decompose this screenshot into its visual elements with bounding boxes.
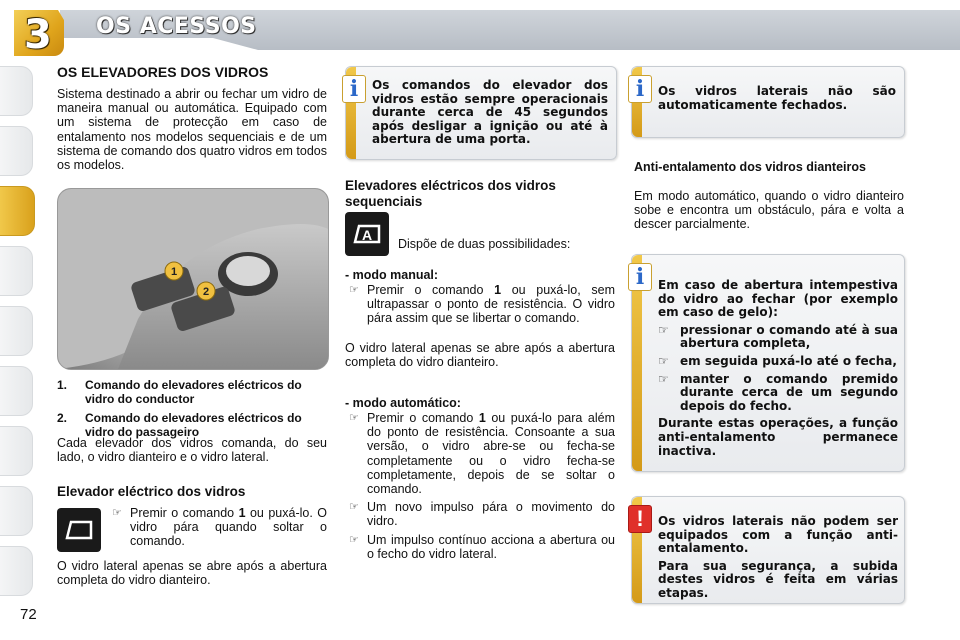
auto-mode-title: - modo automático: [345,396,461,410]
side-tab[interactable] [0,306,33,356]
warning-icon: ! [628,505,652,533]
info-box-text: Os vidros laterais não são automaticamente fechados. [658,84,896,112]
electric-paragraph: O vidro lateral apenas se abre após a abertura completa do vidro dianteiro. [57,559,327,588]
step-item: ☞ pressionar o comando até à sua abertura completa, [658,322,898,351]
info-icon: i [628,75,652,103]
step-item: ☞ Um impulso contínuo acciona a abertura ou o fecho do vidro lateral. [349,532,615,561]
legend-text: Comando do elevadores eléctricos do vidro do conductor [85,378,302,406]
intro-paragraph: Sistema destinado a abrir ou fechar um vidro de maneira manual ou automática. Equipado com um sistema de protecção em caso de entalamento nos modelos sequenciais e de um sistema de comando dos quatro vidros em todos os modelos. [57,87,327,173]
side-tab[interactable] [0,246,33,296]
subsection-title: Anti-entalamento dos vidros dianteiros [634,160,866,174]
sequential-window-icon [345,212,389,256]
side-tab[interactable] [0,126,33,176]
window-switch-illustration [58,189,328,369]
manual-steps [345,283,615,330]
warning-box [631,496,905,604]
auto-steps [345,411,615,565]
page-title: OS ACESSOS [96,14,257,39]
anti-pinch-paragraph: Em modo automático, quando o vidro dianteiro sobe e encontra um obstáculo, pára e volta a descer parcialmente. [634,189,904,232]
legend-item [57,411,329,439]
svg-text:A: A [361,227,373,243]
window-switch-icon [57,508,101,552]
sequential-intro: Dispõe de duas possibilidades: [398,237,571,251]
procedure-steps [658,324,898,414]
manual-paragraph: O vidro lateral apenas se abre após a abertura completa do vidro dianteiro. [345,341,615,370]
info-box-lateral [631,66,905,138]
side-tab[interactable] [0,66,33,116]
side-tab[interactable] [0,366,33,416]
legend-list [57,378,329,444]
legend-paragraph: Cada elevador dos vidros comanda, do seu lado, o vidro dianteiro e o vidro lateral. [57,436,327,465]
subsection-title: Elevadores eléctricos dos vidros sequenciais [345,178,556,209]
side-tab[interactable] [0,486,33,536]
side-tab[interactable] [0,426,33,476]
chapter-number: 3 [24,12,52,58]
hand-pointer-icon: ☞ [349,284,359,296]
hand-pointer-icon: ☞ [112,507,122,519]
hand-pointer-icon: ☞ [349,501,359,514]
info-box-procedure [631,254,905,472]
hand-pointer-icon: ☞ [658,353,669,368]
page-number: 72 [20,606,37,623]
step-item: ☞ Premir o comando 1 ou puxá-lo, sem ultrapassar o ponto de resistência. O vidro pára assim que se libertar o comando. [349,283,615,326]
electric-steps [108,506,327,553]
legend-item [57,378,329,406]
hand-pointer-icon: ☞ [349,412,359,424]
subsection-title: Elevador eléctrico dos vidros [57,484,246,499]
section-title: OS ELEVADORES DOS VIDROS [57,64,269,80]
warning-text: Os vidros laterais não podem ser equipados com a função anti-entalamento. Para sua segurança, a subida destes vidros é feita em várias etapas. [658,514,898,600]
step-item: ☞ manter o comando premido durante cerca de um segundo depois do fecho. [658,371,898,413]
window-switch-photo [57,188,329,370]
photo-label-1: 1 [170,266,178,278]
side-tab[interactable] [0,546,33,596]
info-icon: i [628,263,652,291]
legend-number: 2. [57,411,68,425]
info-box-text: Em caso de abertura intempestiva do vidro ao fechar (por exemplo em caso de gelo): ☞ pressionar o comando até à sua abertura completa, ☞ em seguida puxá-lo até o fecha, ☞ manter o comando premido durante cerca de um segundo depois do fecho. Durante estas operações, a função anti-entalamento permanece inactiva. [658,278,898,458]
step-item: ☞ Premir o comando 1 ou puxá-lo para além do ponto de resistência. Consoante a sua versão, o vidro abre-se ou fecha-se completamente ou o vidro fecha-se completamente, depois de se soltar o comando. [349,411,615,497]
step-item: ☞ em seguida puxá-lo até o fecha, [658,353,897,368]
step-item: ☞ Premir o comando 1 ou puxá-lo. O vidro pára quando soltar o comando. [112,506,327,549]
info-box-commands [345,66,617,160]
legend-number: 1. [57,378,68,392]
hand-pointer-icon: ☞ [658,371,669,386]
info-box-text: Os comandos do elevador dos vidros estão sempre operacionais durante cerca de 45 segundos após desligar a ignição ou até à abertura de uma porta. [372,78,608,147]
photo-label-2: 2 [202,286,210,298]
legend-text: Comando do elevadores eléctricos do vidro do passageiro [85,411,302,439]
hand-pointer-icon: ☞ [349,533,359,546]
step-item: ☞ Um novo impulso pára o movimento do vidro. [349,500,615,529]
side-tab-active[interactable] [0,186,35,236]
info-icon: i [342,75,366,103]
manual-mode-title: - modo manual: [345,268,439,282]
hand-pointer-icon: ☞ [658,322,669,337]
